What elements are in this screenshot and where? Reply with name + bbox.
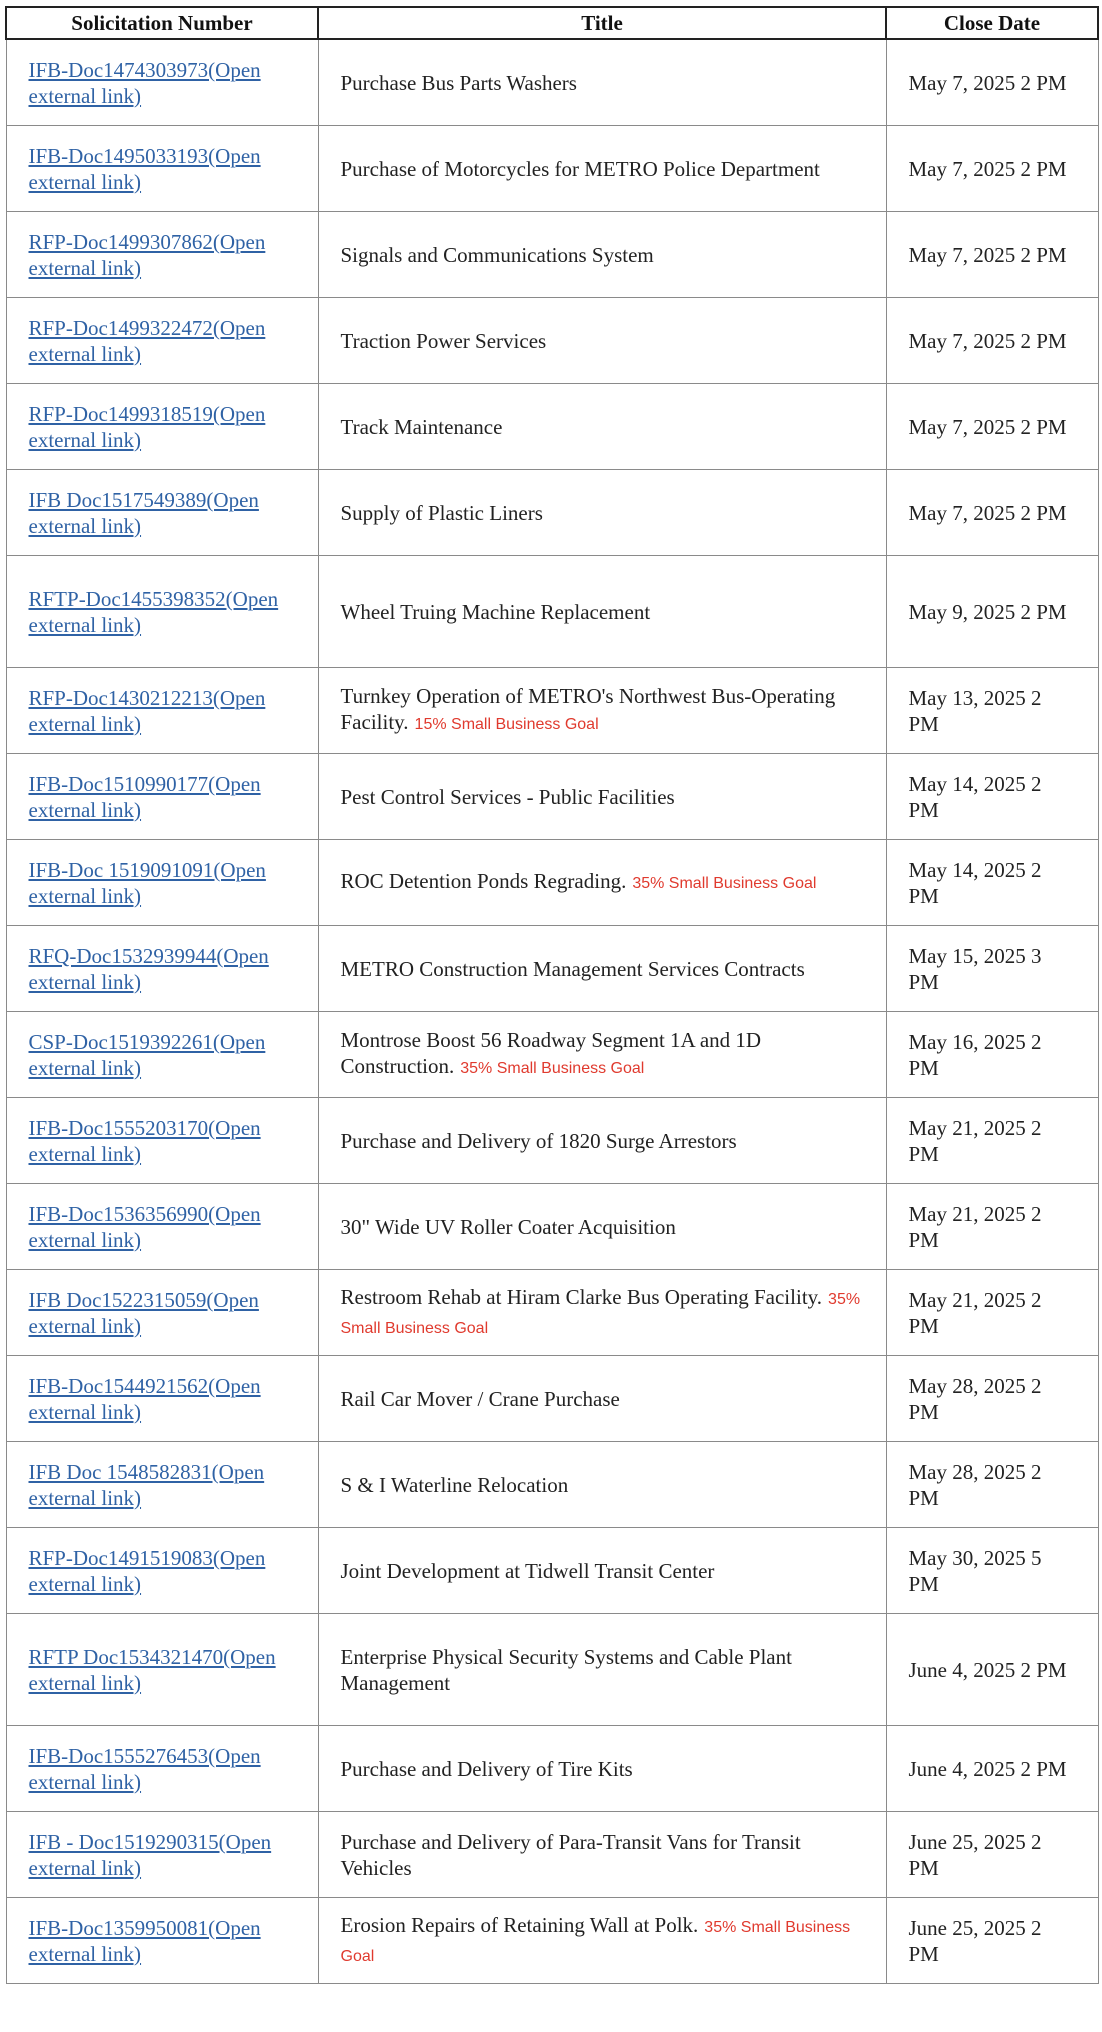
title-cell	[318, 1098, 886, 1184]
title-text: S & I Waterline Relocation	[340, 1472, 569, 1497]
title-cell	[318, 126, 886, 212]
header-close-date: Close Date	[886, 7, 1098, 39]
table-row	[6, 754, 1098, 840]
title-text: Supply of Plastic Liners	[340, 500, 543, 525]
solicitation-cell	[6, 1614, 318, 1726]
close-date-cell: May 21, 2025 2 PM	[886, 1098, 1098, 1184]
solicitation-cell	[6, 1442, 318, 1528]
close-date-cell: May 7, 2025 2 PM	[886, 298, 1098, 384]
table-row	[6, 39, 1098, 126]
solicitation-link[interactable]: IFB-Doc1544921562(Open external link)	[28, 1373, 261, 1424]
solicitation-cell	[6, 1812, 318, 1898]
title-text: Erosion Repairs of Retaining Wall at Polk.	[340, 1912, 699, 1937]
close-date-cell: May 16, 2025 2 PM	[886, 1012, 1098, 1098]
solicitations-table	[5, 6, 1099, 1984]
close-date-cell: May 9, 2025 2 PM	[886, 556, 1098, 668]
header-solicitation-number: Solicitation Number	[6, 7, 318, 39]
solicitation-cell	[6, 298, 318, 384]
title-text: Montrose Boost 56 Roadway Segment 1A and 1D Construction.	[340, 1028, 762, 1078]
title-cell	[318, 926, 886, 1012]
title-text: Purchase and Delivery of Tire Kits	[340, 1756, 633, 1781]
close-date-cell: June 25, 2025 2 PM	[886, 1812, 1098, 1898]
solicitation-cell	[6, 39, 318, 126]
close-date-cell: May 15, 2025 3 PM	[886, 926, 1098, 1012]
small-business-goal-note: 35% Small Business Goal	[340, 1290, 861, 1337]
title-text: Enterprise Physical Security Systems and Cable Plant Management	[340, 1644, 792, 1695]
table-row	[6, 1726, 1098, 1812]
solicitation-link[interactable]: IFB-Doc1555203170(Open external link)	[28, 1115, 261, 1166]
title-cell	[318, 298, 886, 384]
small-business-goal-note: 15% Small Business Goal	[414, 716, 599, 733]
table-row	[6, 1270, 1098, 1356]
title-text: Restroom Rehab at Hiram Clarke Bus Operating Facility.	[340, 1284, 823, 1309]
title-text: Traction Power Services	[340, 328, 547, 353]
close-date-cell: May 14, 2025 2 PM	[886, 754, 1098, 840]
solicitation-cell	[6, 212, 318, 298]
table-row	[6, 1614, 1098, 1726]
close-date-cell: May 7, 2025 2 PM	[886, 126, 1098, 212]
table-row	[6, 1442, 1098, 1528]
close-date-cell: June 25, 2025 2 PM	[886, 1898, 1098, 1984]
table-row	[6, 1098, 1098, 1184]
solicitation-link[interactable]: RFTP-Doc1455398352(Open external link)	[28, 586, 279, 637]
solicitation-cell	[6, 384, 318, 470]
table-row	[6, 556, 1098, 668]
title-cell	[318, 212, 886, 298]
solicitation-cell	[6, 556, 318, 668]
solicitation-cell	[6, 470, 318, 556]
title-text: Purchase and Delivery of Para-Transit Vans for Transit Vehicles	[340, 1829, 801, 1880]
solicitation-cell	[6, 668, 318, 754]
title-cell	[318, 840, 886, 926]
close-date-cell: May 14, 2025 2 PM	[886, 840, 1098, 926]
solicitation-cell	[6, 126, 318, 212]
solicitation-link[interactable]: IFB-Doc1536356990(Open external link)	[28, 1201, 261, 1252]
close-date-cell: June 4, 2025 2 PM	[886, 1614, 1098, 1726]
solicitation-link[interactable]: IFB-Doc1495033193(Open external link)	[28, 143, 261, 194]
title-text: Joint Development at Tidwell Transit Center	[340, 1558, 715, 1583]
solicitation-link[interactable]: RFP-Doc1499307862(Open external link)	[28, 229, 266, 280]
close-date-cell: May 30, 2025 5 PM	[886, 1528, 1098, 1614]
header-title: Title	[318, 7, 886, 39]
solicitation-link[interactable]: CSP-Doc1519392261(Open external link)	[28, 1029, 266, 1080]
table-row	[6, 840, 1098, 926]
solicitation-link[interactable]: IFB-Doc1510990177(Open external link)	[28, 771, 261, 822]
close-date-cell: May 21, 2025 2 PM	[886, 1270, 1098, 1356]
title-cell	[318, 1614, 886, 1726]
solicitation-link[interactable]: RFP-Doc1499318519(Open external link)	[28, 401, 266, 452]
solicitation-cell	[6, 1726, 318, 1812]
title-cell	[318, 1012, 886, 1098]
table-row	[6, 1898, 1098, 1984]
solicitation-link[interactable]: IFB Doc1517549389(Open external link)	[28, 487, 259, 538]
table-row	[6, 1356, 1098, 1442]
solicitation-cell	[6, 840, 318, 926]
close-date-cell: May 21, 2025 2 PM	[886, 1184, 1098, 1270]
title-text: Rail Car Mover / Crane Purchase	[340, 1386, 620, 1411]
solicitation-cell	[6, 926, 318, 1012]
title-cell	[318, 384, 886, 470]
solicitation-link[interactable]: RFP-Doc1491519083(Open external link)	[28, 1545, 266, 1596]
small-business-goal-note: 35% Small Business Goal	[460, 1060, 645, 1077]
table-row	[6, 384, 1098, 470]
solicitation-cell	[6, 754, 318, 840]
solicitation-link[interactable]: IFB-Doc1555276453(Open external link)	[28, 1743, 261, 1794]
title-cell	[318, 1726, 886, 1812]
solicitation-link[interactable]: IFB Doc1522315059(Open external link)	[28, 1287, 259, 1338]
title-text: Turnkey Operation of METRO's Northwest Bus-Operating Facility.	[340, 684, 836, 734]
small-business-goal-note: 35% Small Business Goal	[340, 1918, 851, 1965]
table-row	[6, 298, 1098, 384]
title-cell	[318, 39, 886, 126]
close-date-cell: May 7, 2025 2 PM	[886, 39, 1098, 126]
title-cell	[318, 1356, 886, 1442]
title-text: Wheel Truing Machine Replacement	[340, 599, 651, 624]
small-business-goal-note: 35% Small Business Goal	[632, 875, 817, 892]
close-date-cell: May 28, 2025 2 PM	[886, 1356, 1098, 1442]
solicitation-link[interactable]: IFB-Doc 1519091091(Open external link)	[28, 857, 266, 908]
table-row	[6, 1012, 1098, 1098]
title-text: 30" Wide UV Roller Coater Acquisition	[340, 1214, 676, 1239]
solicitation-link[interactable]: IFB - Doc1519290315(Open external link)	[28, 1829, 272, 1880]
close-date-cell: May 7, 2025 2 PM	[886, 470, 1098, 556]
solicitation-link[interactable]: RFTP Doc1534321470(Open external link)	[28, 1644, 276, 1695]
title-text: Purchase and Delivery of 1820 Surge Arrestors	[340, 1128, 737, 1153]
title-text: METRO Construction Management Services Contracts	[340, 956, 805, 981]
title-cell	[318, 1528, 886, 1614]
title-cell	[318, 1442, 886, 1528]
title-cell	[318, 1812, 886, 1898]
close-date-cell: May 7, 2025 2 PM	[886, 212, 1098, 298]
title-cell	[318, 556, 886, 668]
table-header	[6, 7, 1098, 39]
title-cell	[318, 1184, 886, 1270]
solicitation-link[interactable]: RFQ-Doc1532939944(Open external link)	[28, 943, 269, 994]
solicitation-cell	[6, 1270, 318, 1356]
title-text: Purchase Bus Parts Washers	[340, 70, 577, 95]
table-row	[6, 1812, 1098, 1898]
close-date-cell: June 4, 2025 2 PM	[886, 1726, 1098, 1812]
title-text: ROC Detention Ponds Regrading.	[340, 869, 627, 893]
table-row	[6, 1184, 1098, 1270]
solicitation-cell	[6, 1528, 318, 1614]
title-text: Signals and Communications System	[340, 242, 654, 267]
title-text: Purchase of Motorcycles for METRO Police Department	[340, 156, 820, 181]
title-cell	[318, 1898, 886, 1984]
table-row	[6, 1528, 1098, 1614]
solicitation-cell	[6, 1184, 318, 1270]
solicitation-cell	[6, 1012, 318, 1098]
table-row	[6, 668, 1098, 754]
close-date-cell: May 7, 2025 2 PM	[886, 384, 1098, 470]
title-cell	[318, 754, 886, 840]
header-row	[6, 7, 1098, 39]
table-body	[6, 39, 1098, 1984]
solicitation-cell	[6, 1898, 318, 1984]
solicitation-link[interactable]: RFP-Doc1499322472(Open external link)	[28, 315, 266, 366]
solicitation-link[interactable]: IFB Doc 1548582831(Open external link)	[28, 1459, 265, 1510]
solicitation-link[interactable]: IFB-Doc1359950081(Open external link)	[28, 1915, 261, 1966]
table-row	[6, 926, 1098, 1012]
title-text: Track Maintenance	[340, 414, 503, 439]
table-row	[6, 470, 1098, 556]
title-cell	[318, 1270, 886, 1356]
title-cell	[318, 668, 886, 754]
close-date-cell: May 28, 2025 2 PM	[886, 1442, 1098, 1528]
table-row	[6, 126, 1098, 212]
table-row	[6, 212, 1098, 298]
solicitation-cell	[6, 1356, 318, 1442]
solicitation-cell	[6, 1098, 318, 1184]
close-date-cell: May 13, 2025 2 PM	[886, 668, 1098, 754]
solicitation-link[interactable]: RFP-Doc1430212213(Open external link)	[28, 685, 266, 736]
solicitation-link[interactable]: IFB-Doc1474303973(Open external link)	[28, 57, 261, 108]
title-text: Pest Control Services - Public Facilities	[340, 784, 675, 809]
title-cell	[318, 470, 886, 556]
